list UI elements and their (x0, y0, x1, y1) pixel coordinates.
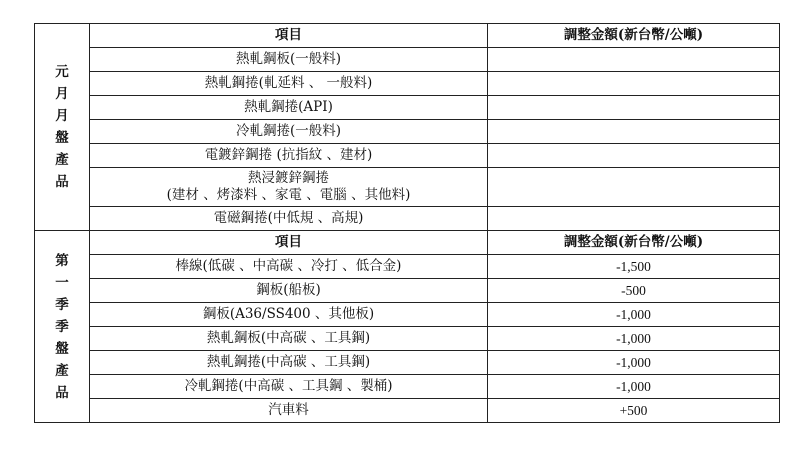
table-row (35, 279, 780, 303)
table-row (35, 120, 780, 144)
amount-cell: -1,000 (488, 375, 780, 399)
amount-cell (488, 120, 780, 144)
item-cell: 冷軋鋼捲(一般料) (90, 120, 488, 144)
item-line1: 熱浸鍍鋅鋼捲 (248, 170, 329, 186)
section2-label: 第 一 季 季 盤 產 品 (55, 252, 69, 401)
section1-header-row (35, 24, 780, 48)
table-row (35, 207, 780, 231)
amount-cell: -1,500 (488, 255, 780, 279)
section2-header-item: 項目 (90, 231, 488, 255)
amount-cell: -1,000 (488, 327, 780, 351)
item-cell: 熱軋鋼捲(API) (90, 96, 488, 120)
amount-cell: -500 (488, 279, 780, 303)
amount-cell (488, 48, 780, 72)
item-cell: 鋼板(A36/SS400 、其他板) (90, 303, 488, 327)
item-cell: 冷軋鋼捲(中高碳 、工具鋼 、製桶) (90, 375, 488, 399)
section1-label: 元 月 月 盤 產 品 (55, 64, 69, 190)
amount-cell: -1,000 (488, 351, 780, 375)
item-cell: 熱軋鋼捲(軋延料 、 一般料) (90, 72, 488, 96)
item-cell (90, 168, 488, 207)
amount-cell: +500 (488, 399, 780, 423)
table-row (35, 168, 780, 207)
item-cell: 電磁鋼捲(中低規 、高規) (90, 207, 488, 231)
item-cell: 鋼板(船板) (90, 279, 488, 303)
table-row (35, 303, 780, 327)
table-row (35, 351, 780, 375)
section1-header-amount: 調整金額(新台幣/公噸) (488, 24, 780, 48)
amount-cell (488, 168, 780, 207)
table-row (35, 255, 780, 279)
amount-cell (488, 96, 780, 120)
table-row (35, 48, 780, 72)
section2-header-row (35, 231, 780, 255)
section2-header-amount: 調整金額(新台幣/公噸) (488, 231, 780, 255)
amount-cell (488, 72, 780, 96)
item-cell: 汽車料 (90, 399, 488, 423)
section1-label-cell (35, 24, 90, 231)
amount-cell (488, 144, 780, 168)
table-row (35, 399, 780, 423)
table-row (35, 144, 780, 168)
item-cell: 熱軋鋼板(一般料) (90, 48, 488, 72)
item-cell: 熱軋鋼板(中高碳 、工具鋼) (90, 327, 488, 351)
item-cell: 棒線(低碳 、中高碳 、冷打 、低合金) (90, 255, 488, 279)
item-cell: 熱軋鋼捲(中高碳 、工具鋼) (90, 351, 488, 375)
table-row (35, 96, 780, 120)
amount-cell (488, 207, 780, 231)
section2-label-cell (35, 231, 90, 423)
item-line2: (建材 、烤漆料 、家電 、電腦 、其他料) (166, 187, 411, 203)
amount-cell: -1,000 (488, 303, 780, 327)
table-row (35, 375, 780, 399)
item-cell: 電鍍鋅鋼捲 (抗指紋 、建材) (90, 144, 488, 168)
table-row (35, 327, 780, 351)
price-adjustment-table (34, 23, 780, 423)
section1-header-item: 項目 (90, 24, 488, 48)
table-row (35, 72, 780, 96)
